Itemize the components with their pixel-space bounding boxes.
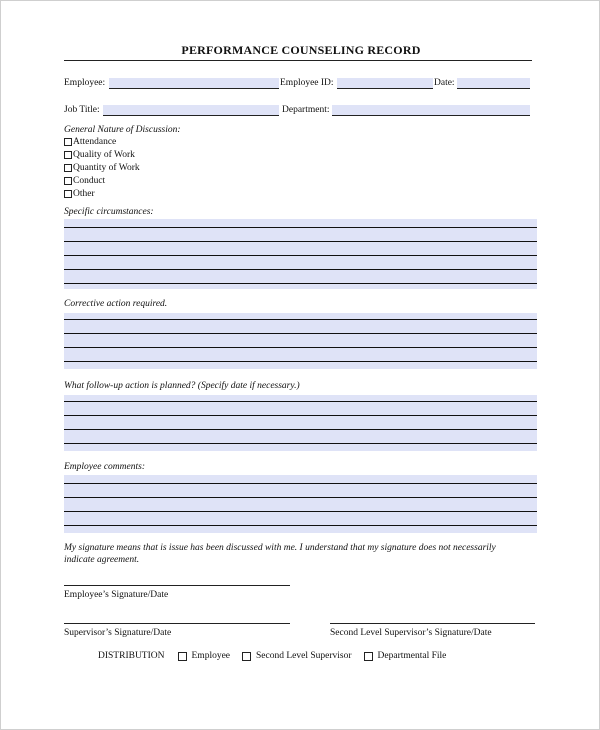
distribution-label: DISTRIBUTION bbox=[98, 651, 165, 661]
department-field[interactable] bbox=[332, 105, 530, 116]
checkbox-box[interactable] bbox=[64, 177, 72, 185]
checkbox-box[interactable] bbox=[64, 164, 72, 172]
writing-line bbox=[64, 361, 537, 362]
distribution-option-second-level: Second Level Supervisor bbox=[256, 651, 352, 661]
writing-line bbox=[64, 227, 537, 228]
date-label: Date: bbox=[434, 78, 455, 88]
specific-circumstances-label: Specific circumstances: bbox=[64, 207, 154, 217]
specific-circumstances-area[interactable] bbox=[64, 219, 537, 289]
job-title-label: Job Title: bbox=[64, 105, 100, 115]
writing-line bbox=[64, 497, 537, 498]
signature-statement-line1: My signature means that is issue has been discussed with me. I understand that my signature does not necessarily bbox=[64, 543, 496, 553]
distribution-checkbox-employee[interactable] bbox=[178, 652, 187, 661]
checkbox-quantity-of-work[interactable] bbox=[64, 163, 140, 173]
distribution-option-employee: Employee bbox=[191, 651, 231, 661]
checkbox-label: Other bbox=[73, 189, 95, 199]
writing-line bbox=[64, 415, 537, 416]
employee-label: Employee: bbox=[64, 78, 106, 88]
checkbox-other[interactable] bbox=[64, 189, 95, 199]
date-field[interactable] bbox=[457, 78, 530, 89]
supervisor-signature-line[interactable] bbox=[64, 623, 290, 624]
corrective-action-label: Corrective action required. bbox=[64, 299, 168, 309]
writing-line bbox=[64, 269, 537, 270]
checkbox-conduct[interactable] bbox=[64, 176, 105, 186]
distribution-row bbox=[98, 651, 446, 661]
employee-id-field[interactable] bbox=[337, 78, 433, 89]
distribution-checkbox-departmental-file[interactable] bbox=[364, 652, 373, 661]
writing-line bbox=[64, 319, 537, 320]
signature-statement-line2: indicate agreement. bbox=[64, 555, 140, 565]
checkbox-label: Quantity of Work bbox=[73, 163, 140, 173]
employee-id-label: Employee ID: bbox=[280, 78, 334, 88]
checkbox-box[interactable] bbox=[64, 190, 72, 198]
form-title: PERFORMANCE COUNSELING RECORD bbox=[181, 43, 421, 57]
employee-comments-label: Employee comments: bbox=[64, 462, 145, 472]
checkbox-box[interactable] bbox=[64, 151, 72, 159]
writing-line bbox=[64, 347, 537, 348]
employee-signature-line[interactable] bbox=[64, 585, 290, 586]
discussion-heading: General Nature of Discussion: bbox=[64, 125, 181, 135]
job-title-field[interactable] bbox=[103, 105, 279, 116]
writing-line bbox=[64, 525, 537, 526]
writing-line bbox=[64, 255, 537, 256]
writing-line bbox=[64, 483, 537, 484]
checkbox-attendance[interactable] bbox=[64, 137, 116, 147]
distribution-checkbox-second-level[interactable] bbox=[242, 652, 251, 661]
writing-line bbox=[64, 429, 537, 430]
second-level-signature-line[interactable] bbox=[330, 623, 535, 624]
checkbox-label: Attendance bbox=[73, 137, 117, 147]
supervisor-signature-label: Supervisor’s Signature/Date bbox=[64, 628, 172, 638]
writing-line bbox=[64, 283, 537, 284]
writing-line bbox=[64, 333, 537, 334]
employee-field[interactable] bbox=[109, 78, 279, 89]
department-label: Department: bbox=[282, 105, 330, 115]
writing-line bbox=[64, 443, 537, 444]
follow-up-label: What follow-up action is planned? (Specify date if necessary.) bbox=[64, 381, 300, 391]
writing-line bbox=[64, 401, 537, 402]
second-level-signature-label: Second Level Supervisor’s Signature/Date bbox=[330, 628, 492, 638]
distribution-option-departmental-file: Departmental File bbox=[377, 651, 447, 661]
checkbox-label: Conduct bbox=[73, 176, 106, 186]
checkbox-quality-of-work[interactable] bbox=[64, 150, 135, 160]
checkbox-box[interactable] bbox=[64, 138, 72, 146]
title-underline bbox=[64, 60, 532, 61]
checkbox-label: Quality of Work bbox=[73, 150, 135, 160]
writing-line bbox=[64, 511, 537, 512]
employee-signature-label: Employee’s Signature/Date bbox=[64, 590, 169, 600]
writing-line bbox=[64, 241, 537, 242]
